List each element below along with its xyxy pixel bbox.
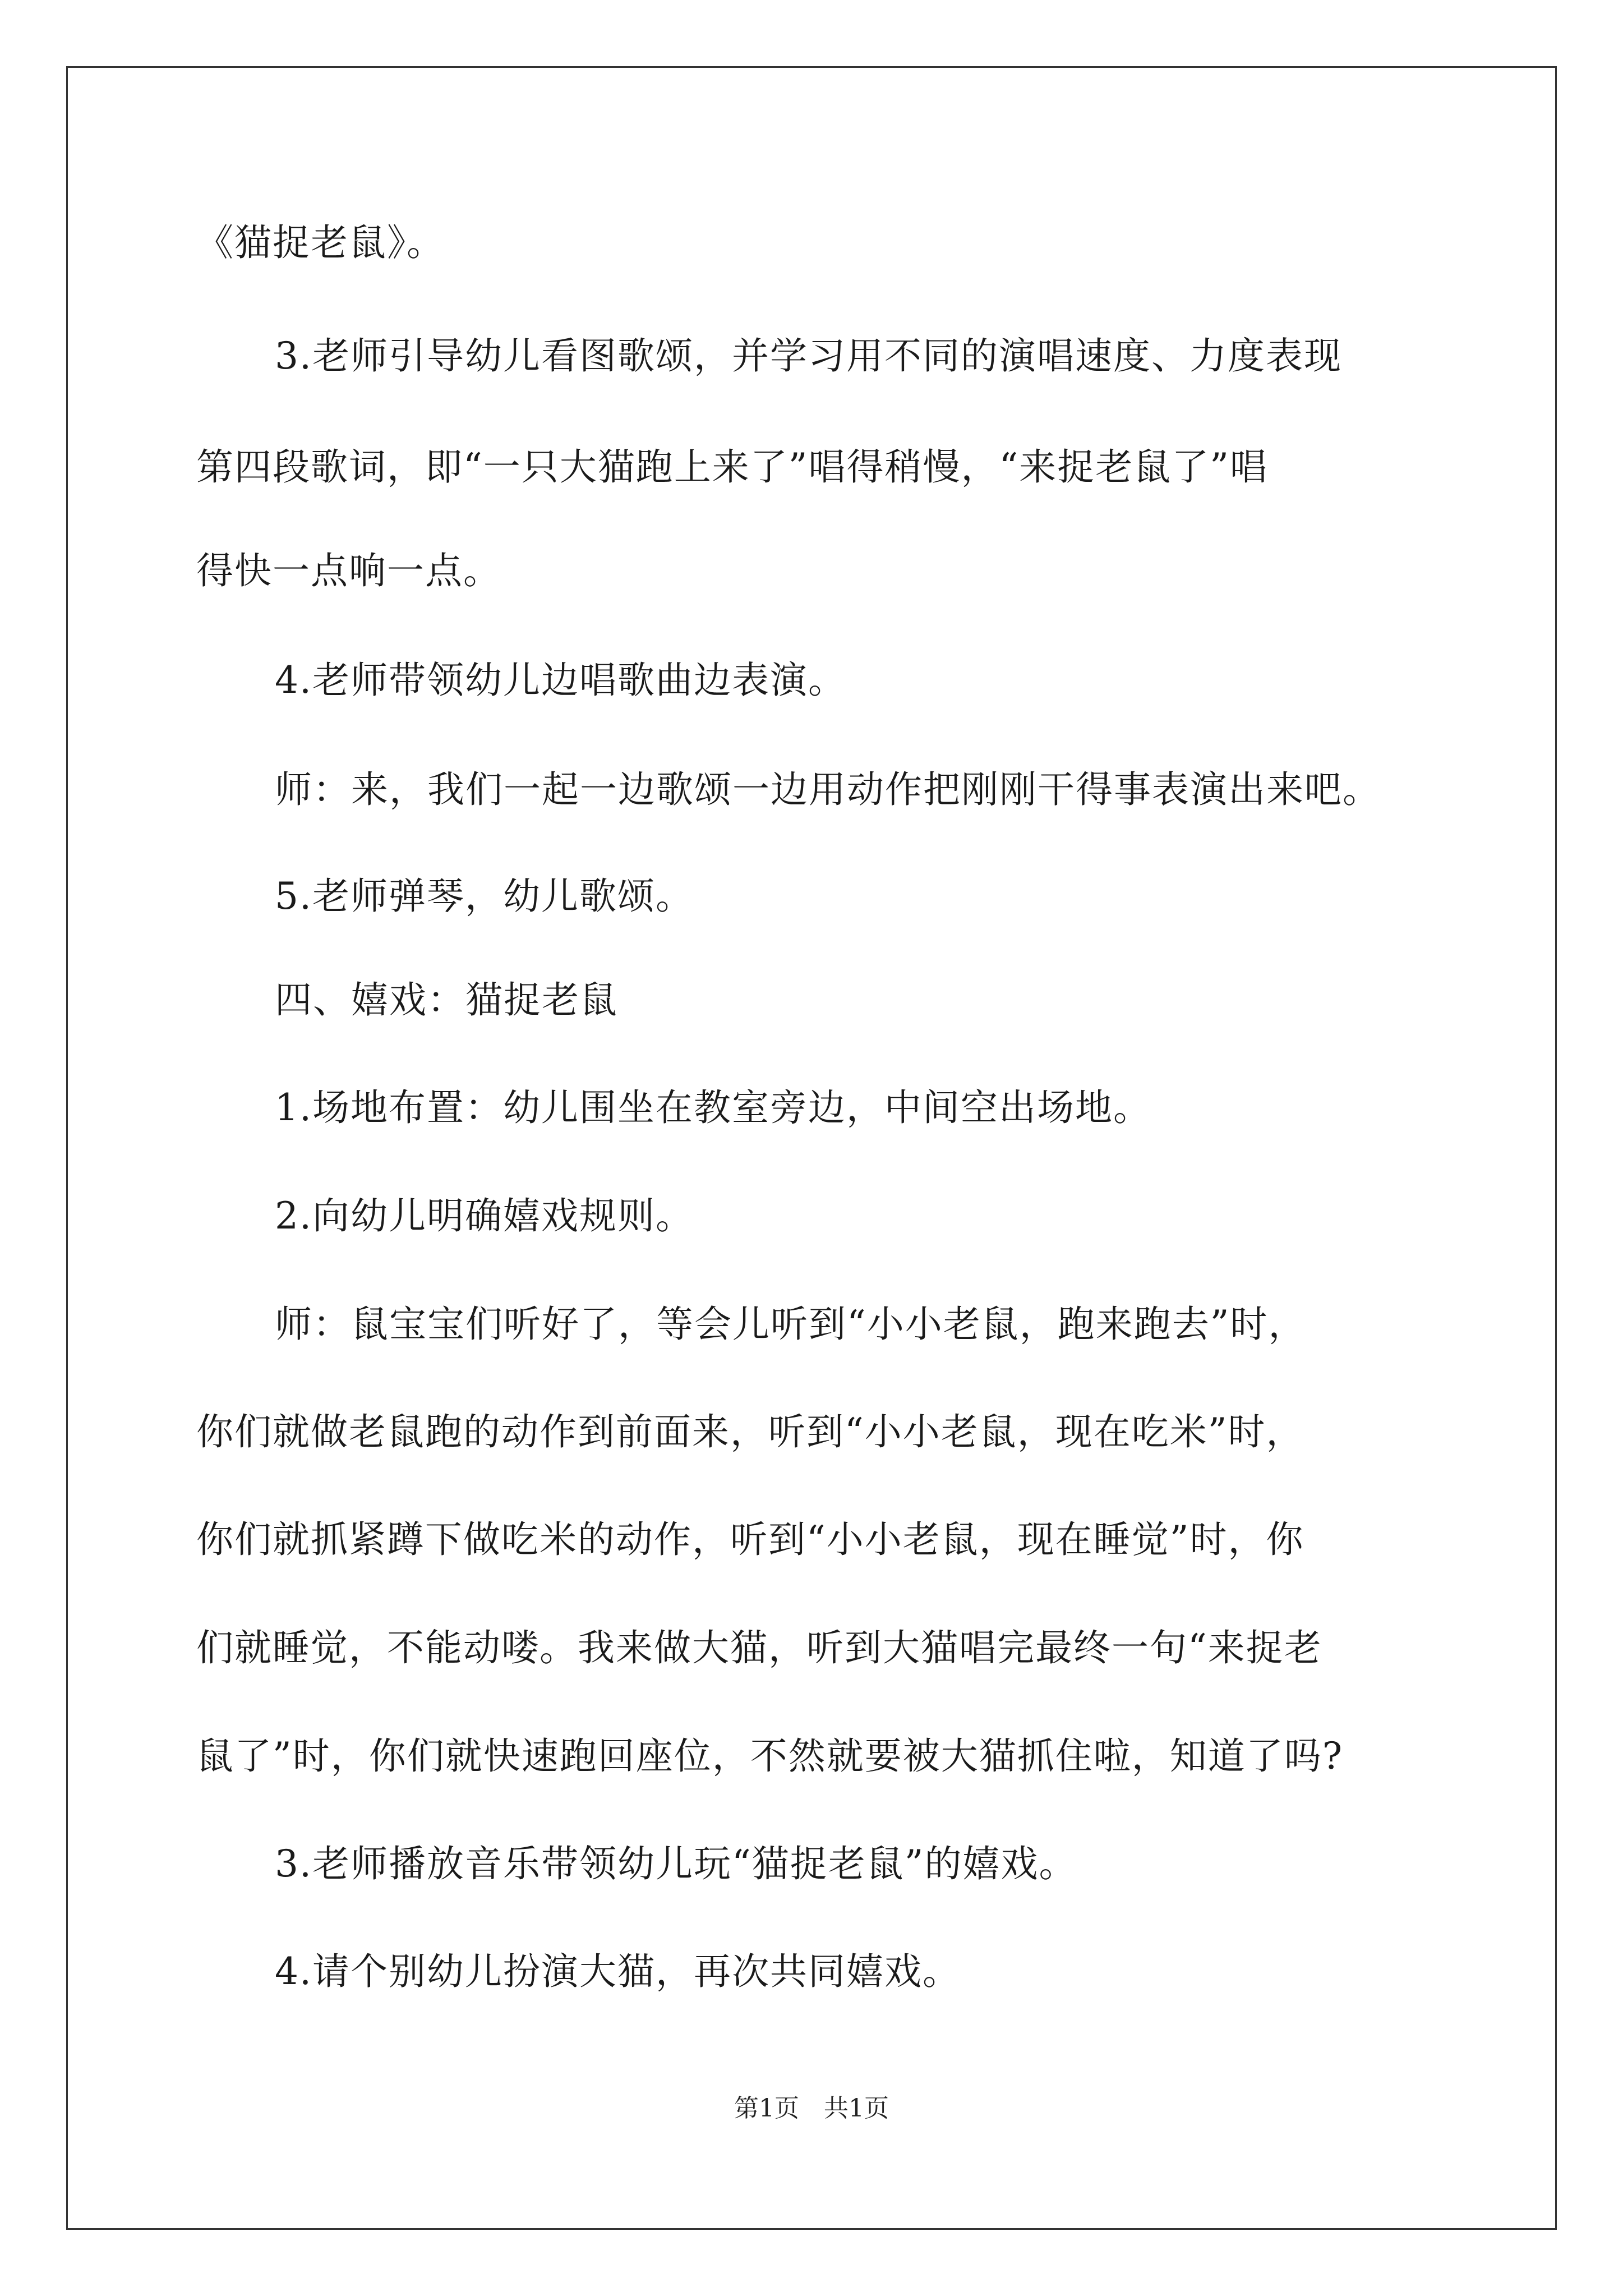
text-line: 3.老师播放音乐带领幼儿玩“猫捉老鼠”的嬉戏。	[275, 1842, 1077, 1885]
text-line: 5.老师弹琴，幼儿歌颂。	[275, 875, 694, 918]
text-line: 1.场地布置：幼儿围坐在教室旁边，中间空出场地。	[275, 1086, 1151, 1129]
page-border	[66, 66, 1557, 2230]
text-line: 你们就做老鼠跑的动作到前面来，听到“小小老鼠，现在吃米”时，	[196, 1410, 1304, 1453]
page-footer: 第1页 共1页	[734, 2094, 889, 2123]
text-line: 师：来，我们一起一边歌颂一边用动作把刚刚干得事表演出来吧。	[275, 768, 1381, 811]
text-line: 3.老师引导幼儿看图歌颂，并学习用不同的演唱速度、力度表现	[275, 334, 1342, 378]
text-line: 师：鼠宝宝们听好了，等会儿听到“小小老鼠，跑来跑去”时，	[275, 1303, 1307, 1346]
text-line: 2.向幼儿明确嬉戏规则。	[275, 1194, 694, 1237]
text-line: 四、嬉戏：猫捉老鼠	[275, 978, 618, 1022]
text-line: 《猫捉老鼠》。	[196, 221, 445, 264]
text-line: 你们就抓紧蹲下做吃米的动作，听到“小小老鼠，现在睡觉”时，你	[196, 1518, 1304, 1561]
text-line: 第四段歌词，即“一只大猫跑上来了”唱得稍慢，“来捉老鼠了”唱	[196, 445, 1268, 489]
text-line: 4.请个别幼儿扮演大猫，再次共同嬉戏。	[275, 1950, 961, 1993]
text-line: 们就睡觉，不能动喽。我来做大猫，听到大猫唱完最终一句“来捉老	[196, 1626, 1322, 1669]
text-line: 得快一点响一点。	[196, 549, 501, 592]
text-line: 4.老师带领幼儿边唱歌曲边表演。	[275, 659, 846, 702]
text-line: 鼠了”时，你们就快速跑回座位，不然就要被大猫抓住啦，知道了吗?	[196, 1734, 1344, 1778]
